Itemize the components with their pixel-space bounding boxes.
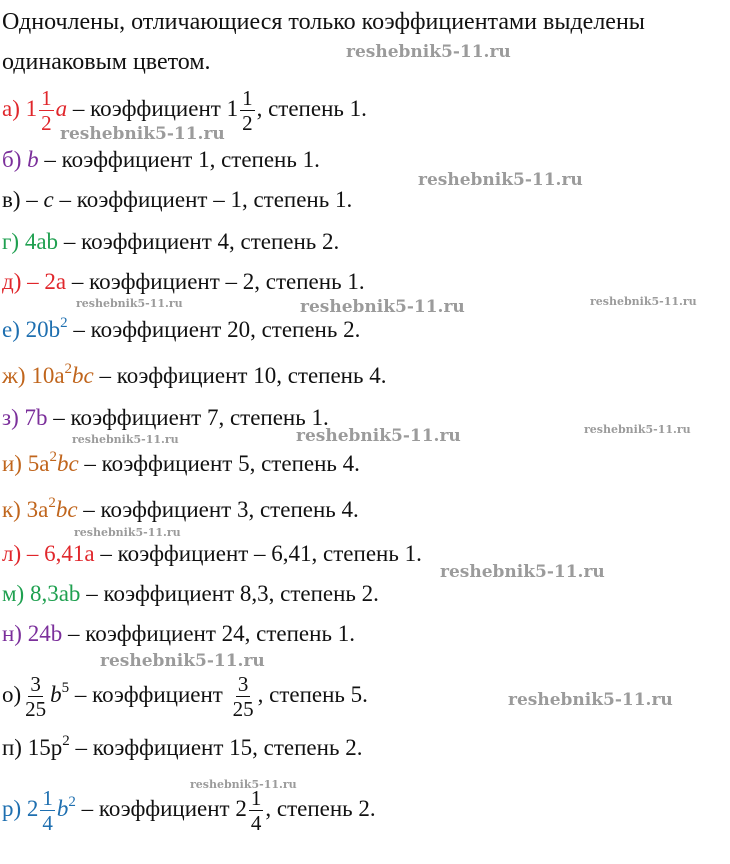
coef-denominator: 2: [242, 111, 253, 135]
watermark: reshebnik5-11.ru: [100, 651, 265, 671]
monomial: [2, 86, 68, 135]
monomial: [2, 187, 54, 212]
exponent: 2: [64, 361, 73, 377]
variable: b: [50, 681, 62, 707]
exponent: 2: [49, 449, 57, 465]
description: – коэффициент 10, степень 4.: [93, 363, 387, 388]
coef-numerator: 3: [30, 672, 41, 696]
description: – коэффициент – 6,41, степень 1.: [94, 541, 422, 566]
description: – коэффициент 7, степень 1.: [47, 405, 329, 430]
description: – коэффициент 5, степень 4.: [78, 451, 360, 476]
watermark: reshebnik5-11.ru: [346, 42, 511, 62]
monomial: [2, 405, 48, 430]
item-e: [2, 316, 360, 344]
item-label: и): [2, 451, 22, 476]
coef-whole: 2: [26, 795, 39, 821]
description: – коэффициент 3, степень 4.: [77, 497, 359, 522]
coef-denominator: 25: [25, 697, 47, 721]
monomial: [2, 621, 62, 646]
description: – коэффициент 1, степень 1.: [38, 147, 320, 172]
coef-numerator: 1: [41, 86, 52, 110]
item-label: з): [2, 405, 19, 430]
watermark: reshebnik5-11.ru: [76, 297, 183, 310]
item-label: к): [2, 497, 21, 522]
description: – коэффициент – 2, степень 1.: [66, 269, 365, 294]
exponent: 2: [60, 315, 68, 331]
text-prefix: – коэффициент: [69, 681, 229, 707]
watermark: reshebnik5-11.ru: [590, 295, 697, 308]
intro-text: Одночлены, отличающиеся только коэффициентами выделены одинаковым цветом.: [2, 9, 645, 75]
item-b: [2, 146, 320, 174]
monomial: [2, 735, 70, 760]
monomial-expr: 15p: [27, 735, 63, 760]
coef-whole: 2: [235, 795, 247, 821]
item-p: [2, 734, 362, 762]
exponent: 2: [62, 733, 70, 749]
description: – коэффициент 4, степень 2.: [58, 229, 340, 254]
item-label: п): [2, 735, 22, 760]
monomial-expr: 7b: [24, 405, 48, 430]
item-r: [2, 786, 376, 835]
monomial-expr: 24b: [27, 621, 63, 646]
item-zh: [2, 362, 386, 390]
item-label: л): [2, 541, 22, 566]
monomial: [2, 229, 58, 254]
monomial-expr: – 2a: [27, 269, 67, 294]
monomial-expr: – c: [26, 187, 54, 212]
watermark: reshebnik5-11.ru: [190, 778, 297, 791]
coef-denominator: 4: [250, 811, 262, 835]
coef-numerator: 1: [242, 86, 253, 110]
item-z: [2, 404, 329, 432]
description: – коэффициент – 1, степень 1.: [53, 187, 353, 212]
watermark: reshebnik5-11.ru: [440, 562, 605, 582]
monomial-expr: 3a: [26, 497, 49, 522]
watermark: reshebnik5-11.ru: [300, 297, 465, 317]
item-label: ж): [2, 363, 26, 388]
monomial: [2, 497, 78, 522]
coef-whole: 1: [226, 95, 239, 121]
watermark: reshebnik5-11.ru: [508, 690, 673, 710]
text-prefix: – коэффициент: [75, 795, 236, 821]
monomial: [2, 363, 94, 388]
monomial-expr-tail: bc: [55, 497, 78, 522]
monomial-expr: – 6,41a: [26, 541, 95, 566]
coef-fraction: [240, 86, 255, 135]
watermark: reshebnik5-11.ru: [584, 423, 691, 436]
description: – коэффициент 20, степень 2.: [67, 317, 361, 342]
monomial-expr: 4ab: [24, 229, 59, 254]
text-prefix: – коэффициент: [67, 95, 227, 121]
coef-fraction: [23, 672, 48, 721]
item-label: а): [2, 95, 20, 121]
monomial: [2, 581, 80, 606]
coef-fraction: [231, 672, 256, 721]
item-k: [2, 496, 359, 524]
exponent: 2: [68, 793, 76, 810]
item-label: г): [2, 229, 20, 254]
item-l: [2, 540, 422, 568]
description: – коэффициент 8,3, степень 2.: [80, 581, 379, 606]
monomial-expr: 8,3ab: [29, 581, 81, 606]
item-label: р): [2, 795, 22, 821]
item-o: [2, 672, 368, 721]
item-label: д): [2, 269, 22, 294]
item-label: б): [2, 147, 22, 172]
coef-denominator: 2: [41, 111, 52, 135]
exponent: 5: [61, 679, 70, 696]
item-v: [2, 186, 352, 214]
watermark: reshebnik5-11.ru: [72, 433, 179, 446]
monomial: [2, 147, 39, 172]
monomial: [2, 541, 95, 566]
monomial-expr: 20b: [25, 317, 61, 342]
monomial: [2, 786, 76, 835]
coef-fraction: [39, 86, 54, 135]
watermark: reshebnik5-11.ru: [418, 170, 583, 190]
coef-numerator: 3: [237, 672, 249, 696]
item-label: н): [2, 621, 22, 646]
description: – коэффициент 24, степень 1.: [62, 621, 355, 646]
monomial-expr: 10a: [31, 363, 65, 388]
monomial: [2, 451, 79, 476]
coef-whole: 1: [25, 95, 38, 121]
monomial-expr: b: [27, 147, 39, 172]
text-suffix: , степень 5.: [257, 681, 368, 707]
coef-fraction: [40, 786, 55, 835]
item-m: [2, 580, 379, 608]
variable: a: [55, 95, 68, 121]
monomial: [2, 269, 66, 294]
item-g: [2, 228, 339, 256]
item-i: [2, 450, 360, 478]
description: – коэффициент 15, степень 2.: [69, 735, 363, 760]
coef-denominator: 4: [42, 811, 53, 835]
monomial-expr: 5a: [27, 451, 50, 476]
coef-fraction: [249, 786, 264, 835]
text-suffix: , степень 1.: [256, 95, 367, 121]
item-label: в): [2, 187, 21, 212]
item-label: е): [2, 317, 20, 342]
coef-numerator: 1: [42, 786, 53, 810]
item-label: о): [2, 681, 22, 707]
monomial: [2, 672, 70, 721]
exponent: 2: [48, 495, 56, 511]
text-suffix: , степень 2.: [265, 795, 376, 821]
monomial-expr-tail: bc: [56, 451, 79, 476]
monomial: [2, 317, 68, 342]
variable: b: [56, 795, 69, 821]
item-label: м): [2, 581, 25, 606]
watermark: reshebnik5-11.ru: [60, 124, 225, 144]
item-d: [2, 268, 365, 296]
watermark: reshebnik5-11.ru: [74, 526, 181, 539]
monomial-expr-tail: bc: [72, 363, 94, 388]
watermark: reshebnik5-11.ru: [296, 426, 461, 446]
item-n: [2, 620, 355, 648]
coef-numerator: 1: [250, 786, 262, 810]
coef-denominator: 25: [232, 697, 254, 721]
